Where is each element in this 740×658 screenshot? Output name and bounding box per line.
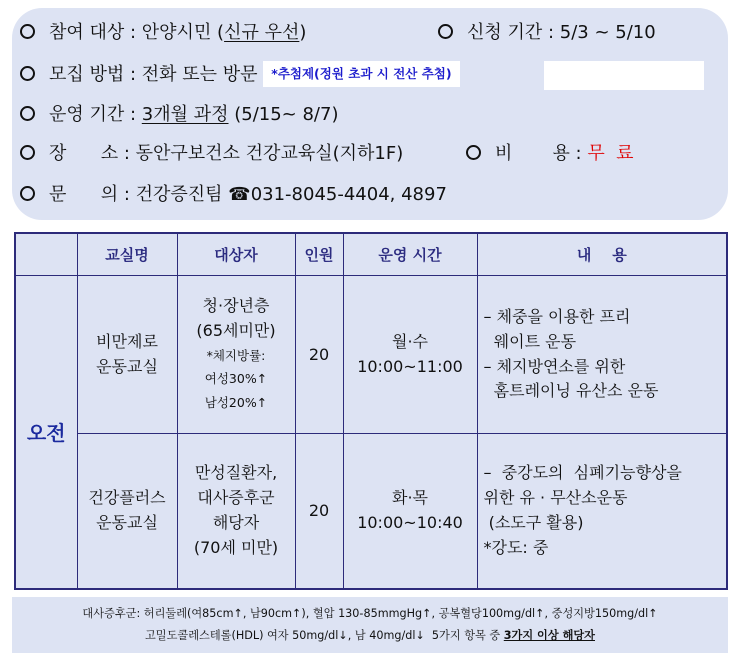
- cost-label: 비 용 :: [495, 143, 588, 164]
- class-name-line: 운동교실: [96, 356, 158, 376]
- content-cell: [477, 276, 727, 434]
- table-header-row: [15, 233, 727, 276]
- cost-value: 무 료: [587, 143, 634, 164]
- bullet-circle-icon: [438, 24, 453, 39]
- target-line: 만성질환자,: [194, 463, 278, 483]
- content-line: 홈트레이닝 유산소 운동: [483, 381, 659, 401]
- header-count: 인원: [295, 233, 343, 276]
- time-line: 화·목: [392, 487, 428, 507]
- target-note-line: 여성30%↑: [204, 371, 268, 387]
- content-cell: [477, 434, 727, 589]
- header-class-name: 교실명: [77, 233, 177, 276]
- info-contact-row: [20, 180, 447, 210]
- time-cell: [343, 434, 477, 589]
- header-content: 내 용: [477, 233, 727, 276]
- content-line: – 체중을 이용한 프리: [483, 306, 631, 326]
- target-line: (70세 미만): [193, 537, 279, 557]
- bullet-circle-icon: [466, 145, 481, 160]
- header-target: 대상자: [177, 233, 295, 276]
- bullet-circle-icon: [20, 24, 35, 39]
- target-cell: [177, 434, 295, 589]
- content-line: 웨이트 운동: [483, 331, 577, 351]
- target-cell: [177, 276, 295, 434]
- bullet-circle-icon: [20, 66, 35, 81]
- program-table: [14, 232, 728, 590]
- content-line: – 중강도의 심폐기능향상을: [483, 463, 682, 483]
- operation-label: 운영 기간 :: [49, 104, 142, 125]
- note-white-extension: [544, 61, 704, 90]
- time-line: 10:00~10:40: [357, 512, 463, 532]
- target-line: (65세미만): [196, 320, 276, 340]
- content-line: (소도구 활용): [483, 512, 584, 532]
- footnote-line-1: 대사증후군: 허리둘레(여85cm↑, 남90cm↑), 혈압 130-85mmgHg↑, 공복혈당100mg/dl↑, 중성지방150mg/dl↑: [82, 607, 658, 620]
- time-line: 월·수: [392, 331, 428, 351]
- class-name-cell: [77, 276, 177, 434]
- method-text: 모집 방법 : 전화 또는 방문: [49, 64, 258, 85]
- info-place-row: [20, 139, 403, 169]
- target-label: 참여 대상 : 안양시민 (: [49, 22, 225, 43]
- info-method-row: [20, 60, 460, 90]
- class-name-cell: [77, 434, 177, 589]
- target-note-line: *체지방률:: [206, 347, 266, 363]
- bullet-circle-icon: [20, 186, 35, 201]
- bullet-circle-icon: [20, 145, 35, 160]
- period-cell: 오전: [15, 276, 77, 589]
- content-line: 위한 유 · 무산소운동: [483, 487, 628, 507]
- target-line: 해당자: [212, 512, 260, 532]
- table-row: [15, 276, 727, 434]
- apply-period: 신청 기간 : 5/3 ~ 5/10: [467, 22, 656, 43]
- operation-dates: (5/15~ 8/7): [228, 104, 339, 125]
- target-note-line: 남성20%↑: [204, 395, 268, 411]
- target-line: 대사증후군: [197, 487, 275, 507]
- footnote-emphasis: 3가지 이상 해당자: [503, 629, 595, 642]
- class-name-line: 건강플러스: [88, 487, 166, 507]
- info-operation-row: [20, 100, 338, 130]
- metabolic-syndrome-footnote: [12, 597, 728, 653]
- target-priority: 신규 우선: [224, 22, 300, 43]
- footnote-line-2: [12, 625, 728, 647]
- footnote-line-2-text: 고밀도콜레스테롤(HDL) 여자 50mg/dl↓, 남 40mg/dl↓ 5가지 항목 중: [145, 629, 504, 642]
- table-row: [15, 434, 727, 589]
- time-cell: [343, 276, 477, 434]
- info-cost-row: [466, 139, 634, 169]
- content-line: *강도: 중: [483, 537, 549, 557]
- info-apply-row: [438, 18, 656, 48]
- class-name-line: 운동교실: [96, 512, 158, 532]
- contact-text: 문 의 : 건강증진팀 ☎031-8045-4404, 4897: [49, 184, 447, 205]
- place-text: 장 소 : 동안구보건소 건강교육실(지하1F): [49, 143, 404, 164]
- header-empty: [15, 233, 77, 276]
- header-time: 운영 시간: [343, 233, 477, 276]
- count-cell: 20: [295, 434, 343, 589]
- bullet-circle-icon: [20, 106, 35, 121]
- operation-course: 3개월 과정: [141, 104, 229, 125]
- content-line: – 체지방연소를 위한: [483, 356, 626, 376]
- target-line: 청·장년층: [202, 296, 270, 316]
- class-name-line: 비만제로: [96, 331, 158, 351]
- count-cell: 20: [295, 276, 343, 434]
- target-close: ): [299, 22, 307, 43]
- time-line: 10:00~11:00: [357, 356, 463, 376]
- lottery-note: *추첨제(정원 초과 시 전산 추첨): [263, 61, 459, 87]
- info-target-row: [20, 18, 306, 48]
